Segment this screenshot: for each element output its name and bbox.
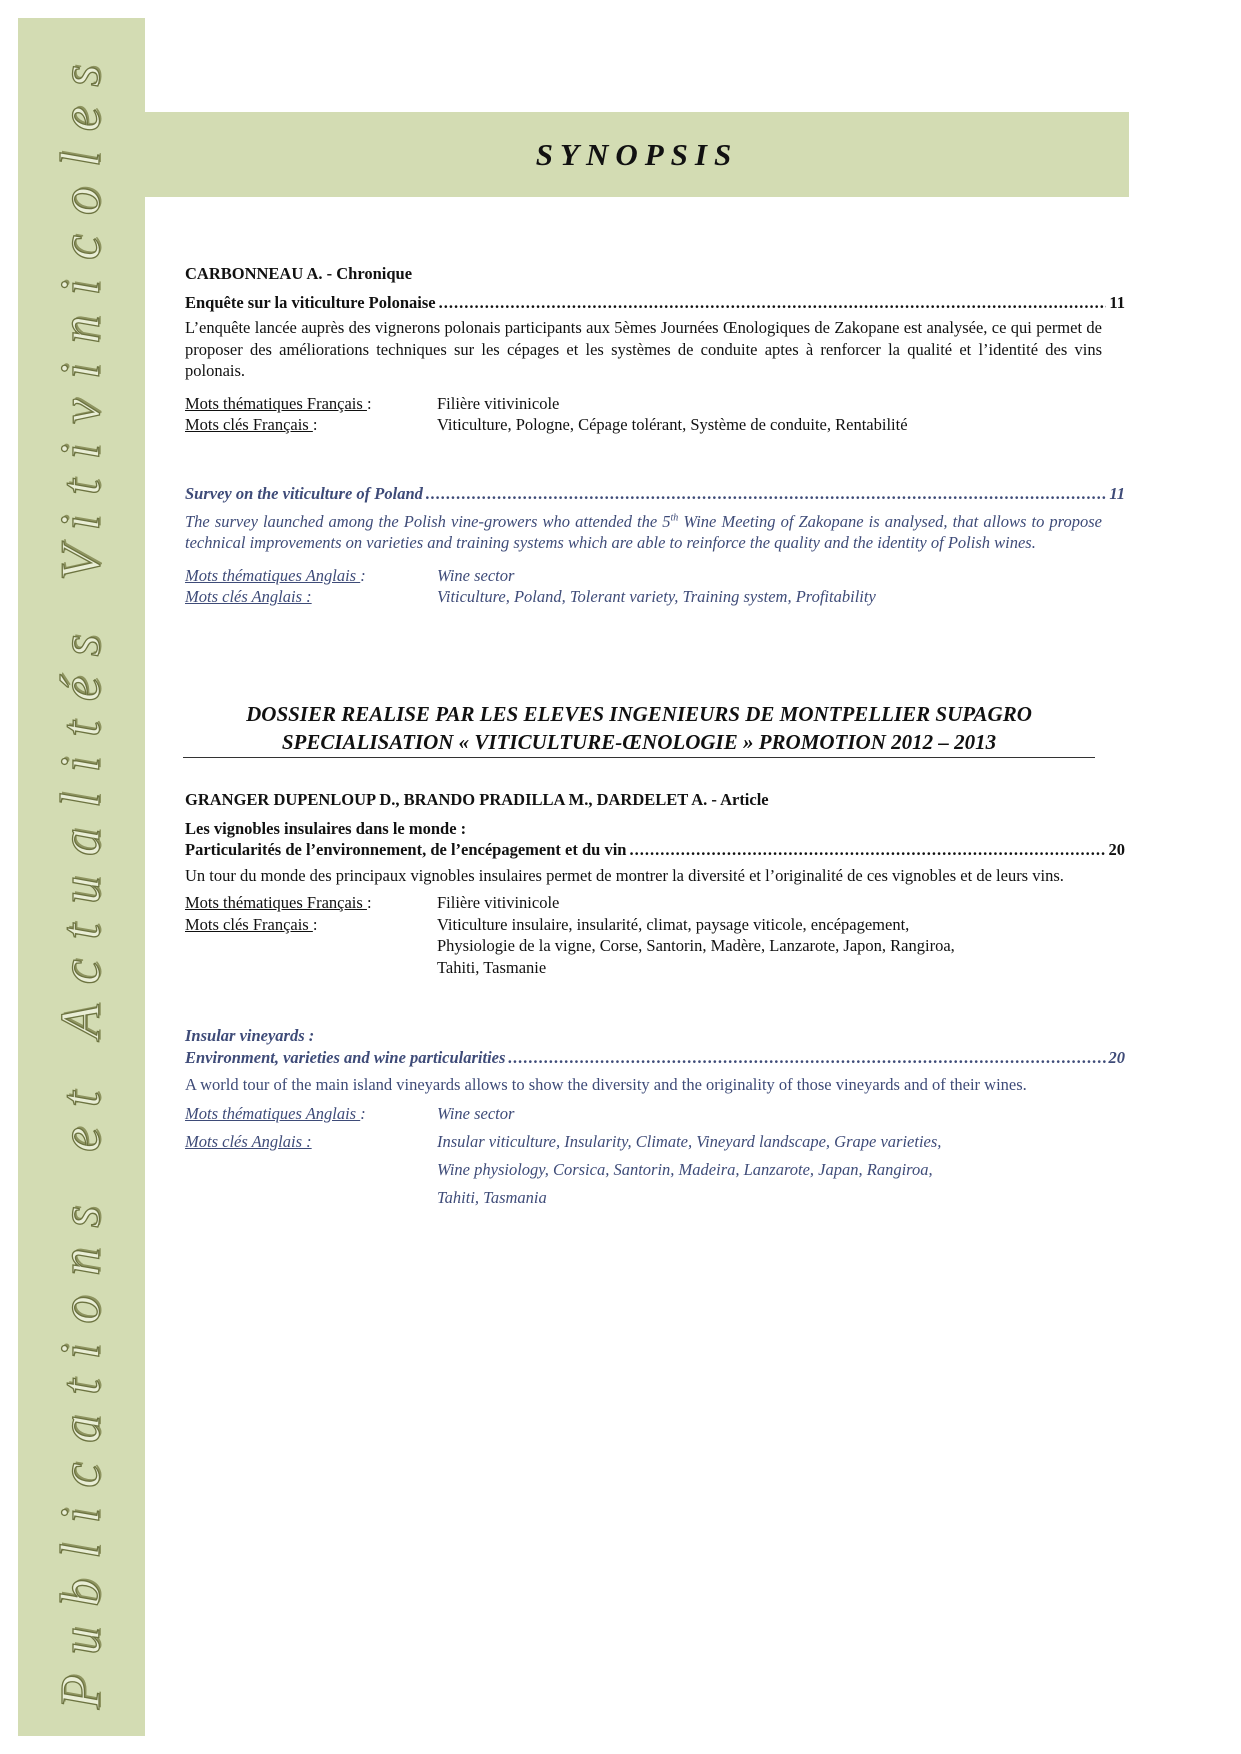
article1-authors: CARBONNEAU A. - Chronique xyxy=(185,264,413,283)
ordinal-sup: th xyxy=(670,512,679,523)
article2-fr-theme-row: Mots thématiques Français : Filière vitivinicole xyxy=(185,892,1102,914)
abstract-part1: The survey launched among the Polish vine-growers who attended the 5 xyxy=(185,511,671,531)
keywords-line: Insular viticulture, Insularity, Climate, Vineyard landscape, Grape varieties, xyxy=(437,1131,942,1151)
article1-fr-title-line[interactable] xyxy=(185,292,1125,314)
page-title: SYNOPSIS xyxy=(535,136,739,172)
article1-english-block xyxy=(185,483,1125,608)
article2-english-block xyxy=(185,1025,1125,1212)
article2-fr-title-line[interactable] xyxy=(185,839,1125,861)
article1-fr-keywords-label: Mots clés Français xyxy=(185,415,313,434)
article2-en-abstract: A world tour of the main island vineyards allows to show the diversity and the originality of those vineyards and of their wines. xyxy=(185,1075,1027,1094)
article2-en-keywords-value xyxy=(437,1128,1102,1212)
article1-fr-page: 11 xyxy=(1109,292,1125,312)
article1-en-abstract xyxy=(185,511,1102,554)
dossier-heading xyxy=(183,700,1095,758)
article2-fr-title: Particularités de l’environnement, de l’encépagement et du vin xyxy=(185,840,627,859)
article2-en-page: 20 xyxy=(1108,1047,1125,1067)
article1-en-keywords-label: Mots clés Anglais : xyxy=(185,587,312,606)
article2-authors: GRANGER DUPENLOUP D., BRANDO PRADILLA M., DARDELET A. - Article xyxy=(185,790,769,809)
article2-en-title: Environment, varieties and wine particularities xyxy=(185,1047,506,1067)
article1-en-theme-row: Mots thématiques Anglais : Wine sector xyxy=(185,565,1102,587)
article1-fr-theme-value: Filière vitivinicole xyxy=(437,393,560,413)
article1-fr-keywords-value: Viticulture, Pologne, Cépage tolérant, Système de conduite, Rentabilité xyxy=(437,415,908,434)
article1-en-keywords-row xyxy=(185,586,1102,608)
keywords-line: Physiologie de la vigne, Corse, Santorin, Madère, Lanzarote, Japon, Rangiroa, xyxy=(437,936,955,955)
article2-fr-keywords-value xyxy=(437,914,1102,979)
article1-en-page: 11 xyxy=(1109,484,1125,503)
article2-en-keywords-label: Mots clés Anglais : xyxy=(185,1131,312,1151)
keywords-line: Tahiti, Tasmania xyxy=(437,1187,547,1207)
article1-french-block xyxy=(185,263,1125,436)
dossier-line2: SPECIALISATION « VITICULTURE-ŒNOLOGIE » PROMOTION 2012 – 2013 xyxy=(281,730,997,754)
leader-dots xyxy=(439,292,1107,314)
leader-dots xyxy=(629,839,1105,861)
article2-en-keywords-row xyxy=(185,1128,1102,1212)
article1-en-title: Survey on the viticulture of Poland xyxy=(185,484,423,503)
article2-fr-theme-value: Filière vitivinicole xyxy=(437,893,560,912)
article2-en-theme-label: Mots thématiques Anglais xyxy=(185,1103,361,1123)
leader-dots xyxy=(426,483,1107,505)
article1-en-keywords-value: Viticulture, Poland, Tolerant variety, Training system, Profitability xyxy=(437,587,876,606)
article1-en-theme-value: Wine sector xyxy=(437,565,515,585)
article1-fr-abstract: L’enquête lancée auprès des vignerons polonais participants aux 5èmes Journées Œnologiques de Zakopane est analysée, ce qui permet de proposer des améliorations techniques sur les cépages et les systèmes de conduite aptes à renforcer la qualité et l’identité des vins polonais. xyxy=(185,318,1102,380)
sidebar-vertical-title: Publications et Actualités Vitivinicoles xyxy=(50,44,112,1710)
article1-en-theme-label: Mots thématiques Anglais xyxy=(185,565,361,585)
article2-fr-keywords-label: Mots clés Français xyxy=(185,914,313,934)
keywords-line: Viticulture insulaire, insularité, climat, paysage viticole, encépagement, xyxy=(437,914,910,934)
article2-fr-page: 20 xyxy=(1108,840,1125,859)
keywords-line: Wine physiology, Corsica, Santorin, Madeira, Lanzarote, Japan, Rangiroa, xyxy=(437,1159,933,1179)
article2-french-block xyxy=(185,789,1125,978)
article2-en-title-line[interactable] xyxy=(185,1047,1125,1069)
article1-fr-keywords-row: Mots clés Français : Viticulture, Pologne, Cépage tolérant, Système de conduite, Rentabilité xyxy=(185,414,1102,436)
article2-fr-keywords-row: Mots clés Français : Viticulture insulaire, insularité, climat, paysage viticole, encépagement, Physiologie de la vigne, Corse, Santorin, Madère, Lanzarote, Japon, Rangiroa, Tahiti, Tasmanie xyxy=(185,914,1102,979)
leader-dots xyxy=(508,1047,1105,1069)
article2-fr-theme-label: Mots thématiques Français xyxy=(185,893,367,912)
article2-en-title-line1: Insular vineyards : xyxy=(185,1026,315,1045)
dossier-line1: DOSSIER REALISE PAR LES ELEVES INGENIEURS DE MONTPELLIER SUPAGRO xyxy=(246,702,1032,726)
abstract-part2: Wine Meeting of Zakopane is analysed, that allows to propose technical improvements on varieties and training systems which are able to reinforce the quality and the identity of Polish wines. xyxy=(185,511,1102,552)
article2-fr-abstract: Un tour du monde des principaux vignobles insulaires permet de montrer la diversité et l’originalité de ces vignobles et de leurs vins. xyxy=(185,865,1064,885)
article1-en-title-line[interactable] xyxy=(185,483,1125,505)
article1-fr-theme-label: Mots thématiques Français xyxy=(185,393,367,413)
article1-fr-title: Enquête sur la viticulture Polonaise xyxy=(185,292,436,312)
article2-en-theme-row: Mots thématiques Anglais : Wine sector xyxy=(185,1100,1102,1128)
article2-en-theme-value: Wine sector xyxy=(437,1103,515,1123)
article2-fr-title-line1: Les vignobles insulaires dans le monde : xyxy=(185,818,467,838)
article1-fr-theme-row: Mots thématiques Français : Filière vitivinicole xyxy=(185,393,1102,415)
keywords-line: Tahiti, Tasmanie xyxy=(437,957,547,977)
